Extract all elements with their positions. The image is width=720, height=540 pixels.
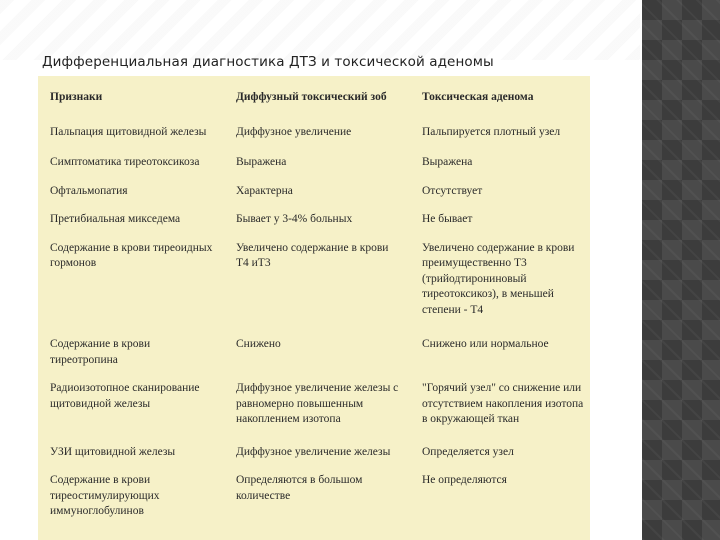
row-criterion-cell: Претибиальная микседема	[50, 213, 181, 225]
table-body	[38, 109, 590, 523]
row-criterion-cell: Содержание в крови тиреостимулирующих иммуноглобулинов	[50, 474, 160, 517]
row-criterion-cell: Пальпация щитовидной железы	[50, 125, 207, 138]
header-cell-criteria: Признаки	[50, 91, 103, 103]
row-criterion-cell: Симптоматика тиреотоксикоза	[50, 156, 200, 168]
row-toxic-adenoma-cell: Увеличено содержание в крови преимущественно Т3 (трийодтирониновый тиреотоксикоз), в меньшей степени - Т4	[422, 241, 575, 316]
row-toxic-adenoma-cell: "Горячий узел" со снижение или отсутствием накопления изотопа в окружающей ткан	[422, 382, 584, 425]
table-row	[38, 231, 590, 322]
table-row	[38, 174, 590, 203]
row-toxic-adenoma-cell: Выражена	[422, 156, 473, 168]
row-criterion-cell: Офтальмопатия	[50, 184, 128, 197]
row-diffuse-goiter-cell: Определяются в большом количестве	[236, 474, 363, 502]
row-criterion-cell: УЗИ щитовидной железы	[50, 445, 176, 458]
slide-title: Дифференциальная диагностика ДТЗ и токсической аденомы	[42, 54, 494, 70]
row-toxic-adenoma-cell: Пальпируется плотный узел	[422, 125, 561, 138]
row-toxic-adenoma-cell: Не бывает	[422, 213, 473, 225]
row-criterion-cell: Радиоизотопное сканирование щитовидной железы	[50, 382, 200, 410]
table-row	[38, 463, 590, 523]
row-criterion-cell: Содержание в крови тиреотропина	[50, 338, 151, 366]
table-row	[38, 371, 590, 431]
header-cell-diffuse-goiter: Диффузный токсический зоб	[236, 91, 387, 103]
decorative-side-panel	[642, 0, 720, 540]
row-criterion-cell: Содержание в крови тиреоидных гормонов	[50, 241, 213, 269]
row-diffuse-goiter-cell: Диффузное увеличение железы	[236, 445, 391, 458]
header-cell-toxic-adenoma: Токсическая аденома	[422, 91, 534, 103]
comparison-table	[38, 76, 590, 523]
table-header-row	[38, 76, 590, 109]
table-row	[38, 321, 590, 371]
row-toxic-adenoma-cell: Снижено или нормальное	[422, 338, 549, 350]
row-diffuse-goiter-cell: Снижено	[236, 338, 281, 350]
table-row	[38, 431, 590, 464]
background-watermark	[0, 0, 640, 60]
row-toxic-adenoma-cell: Отсутствует	[422, 184, 483, 197]
row-toxic-adenoma-cell: Не определяются	[422, 474, 507, 486]
row-diffuse-goiter-cell: Диффузное увеличение железы с равномерно повышенным накоплением изотопа	[236, 382, 399, 425]
row-diffuse-goiter-cell: Диффузное увеличение	[236, 125, 352, 138]
table-row	[38, 143, 590, 174]
row-diffuse-goiter-cell: Выражена	[236, 156, 287, 168]
row-toxic-adenoma-cell: Определяется узел	[422, 445, 514, 458]
table-row	[38, 109, 590, 144]
comparison-table-container	[38, 76, 590, 540]
row-diffuse-goiter-cell: Увеличено содержание в крови Т4 иТ3	[236, 241, 389, 269]
row-diffuse-goiter-cell: Характерна	[236, 184, 293, 197]
row-diffuse-goiter-cell: Бывает у 3-4% больных	[236, 213, 353, 225]
table-row	[38, 202, 590, 231]
